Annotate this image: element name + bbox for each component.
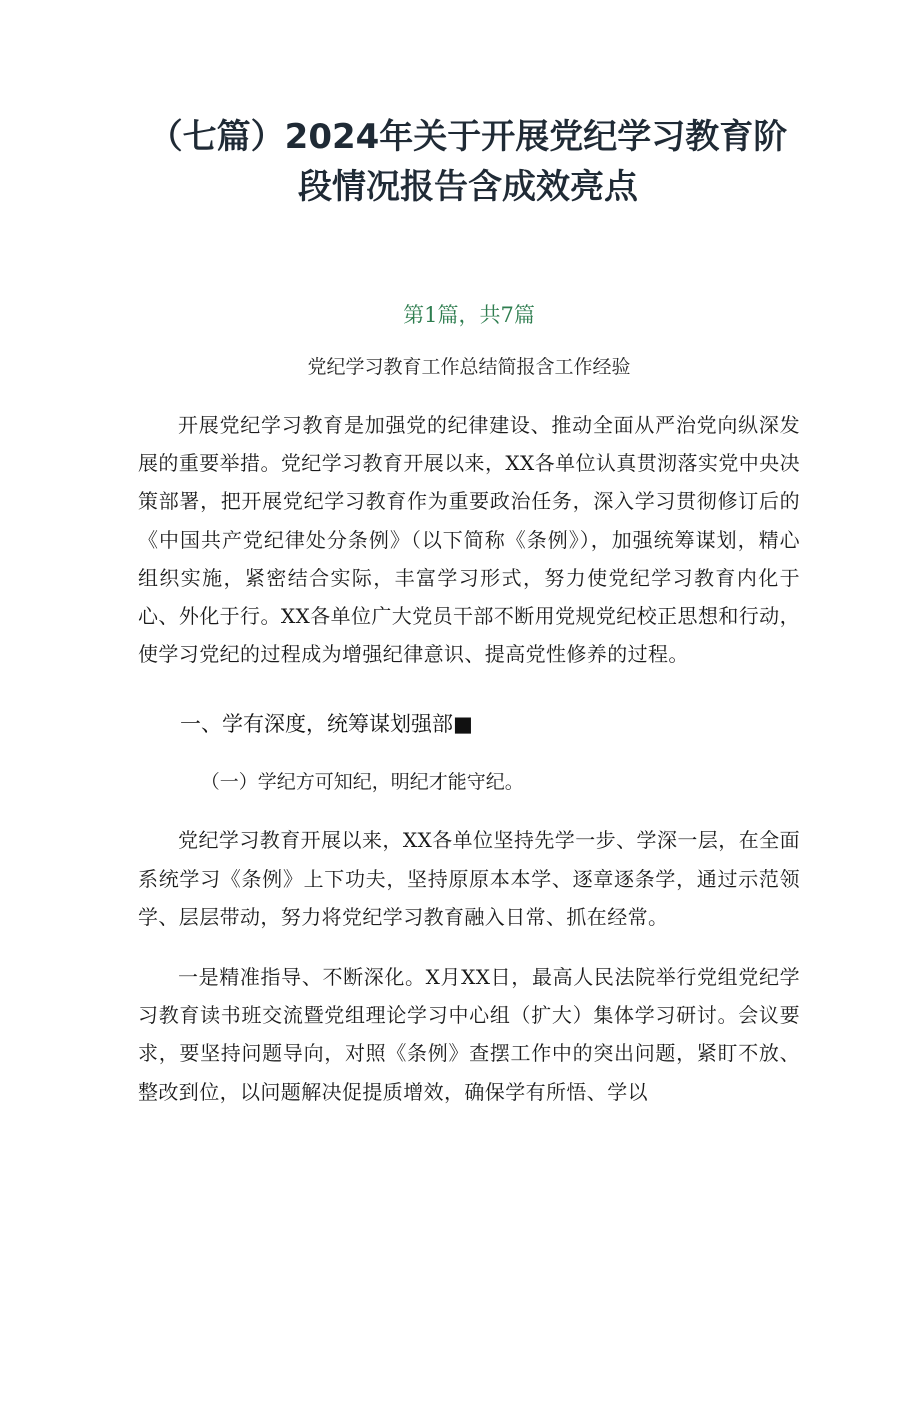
paragraph-intro: 开展党纪学习教育是加强党的纪律建设、推动全面从严治党向纵深发展的重要举措。党纪学习教育开展以来，XX各单位认真贯沏落实党中央决策部署，把开展党纪学习教育作为重要政治任务，深入学习贯彻修订后的《中国共产党纪律处分条例》（以下简称《条例》），加强统筹谋划，精心组织实施，紧密结合实际，丰富学习形式，努力使党纪学习教育内化于心、外化于行。XX各单位广大党员干部不断用党规党纪校正思想和行动，使学习党纪的过程成为增强纪律意识、提高党性修养的过程。: [138, 413, 800, 667]
paragraph-study: 党纪学习教育开展以来，XX各单位坚持先学一步、学深一层，在全面系统学习《条例》上下功夫，坚持原原本本学、逐章逐条学，通过示范领学、层层带动，努力将党纪学习教育融入日常、抓在经常。: [138, 828, 800, 929]
heading-level-1: 一、学有深度，统筹谋划强部■: [180, 712, 473, 737]
heading-level-2: （一）学纪方可知纪，明纪才能守纪。: [200, 771, 524, 794]
part-label: 第1篇，共7篇: [403, 303, 535, 327]
paragraph-guidance: 一是精准指导、不断深化。X月XX日，最高人民法院举行党组党纪学习教育读书班交流暨党组理论学习中心组（扩大）集体学习研讨。会议要求，要坚持问题导向，对照《条例》查摆工作中的突出问题，紧盯不放、整改到位，以问题解决促提质增效，确保学有所悟、学以: [138, 965, 800, 1104]
document-title: [128, 112, 808, 212]
document-title-line-2: 段情况报告含成效亮点: [298, 167, 638, 207]
section-subtitle: 党纪学习教育工作总结简报含工作经验: [307, 356, 631, 378]
document-page: [0, 112, 920, 1413]
document-title-line-1: （七篇）2024年关于开展党纪学习教育阶: [148, 117, 788, 157]
